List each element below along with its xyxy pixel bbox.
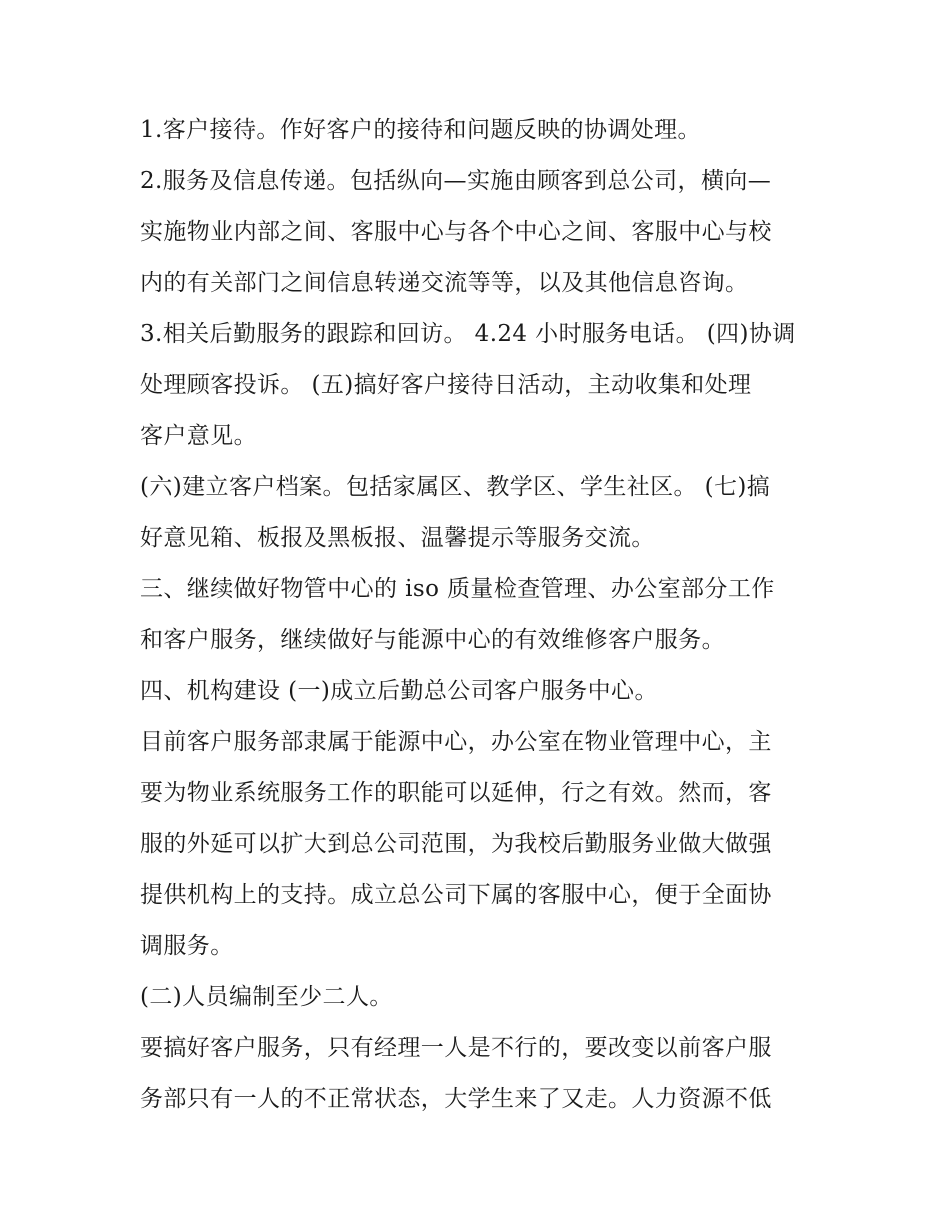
- text-line: (二)人员编制至少二人。: [140, 984, 393, 1010]
- text-line: 要为物业系统服务工作的职能可以延伸，行之有效。然而，客: [140, 780, 772, 806]
- text-line: 提供机构上的支持。成立总公司下属的客服中心，便于全面协: [140, 882, 772, 908]
- text-line: 务部只有一人的不正常状态，大学生来了又走。人力资源不低: [140, 1086, 772, 1112]
- text-line: 3.相关后勤服务的跟踪和回访。 4.24 小时服务电话。 (四)协调: [140, 321, 796, 347]
- text-line: 和客户服务，继续做好与能源中心的有效维修客户服务。: [140, 627, 725, 653]
- text-line: 实施物业内部之间、客服中心与各个中心之间、客服中心与校: [140, 219, 772, 245]
- text-line: 服的外延可以扩大到总公司范围，为我校后勤服务业做大做强: [140, 831, 772, 857]
- text-line: 调服务。: [140, 933, 234, 959]
- text-line: 2.服务及信息传递。包括纵向—实施由顾客到总公司，横向—: [140, 168, 772, 194]
- text-line: 好意见箱、板报及黑板报、温馨提示等服务交流。: [140, 525, 655, 551]
- text-line: 内的有关部门之间信息转递交流等等，以及其他信息咨询。: [140, 270, 749, 296]
- text-line: 四、机构建设 (一)成立后勤总公司客户服务中心。: [140, 678, 658, 704]
- text-line: 三、继续做好物管中心的 iso 质量检查管理、办公室部分工作: [140, 576, 775, 602]
- text-line: (六)建立客户档案。包括家属区、教学区、学生社区。 (七)搞: [140, 474, 771, 500]
- text-line: 目前客户服务部隶属于能源中心，办公室在物业管理中心，主: [140, 729, 772, 755]
- text-line: 要搞好客户服务，只有经理一人是不行的，要改变以前客户服: [140, 1035, 772, 1061]
- text-line: 1.客户接待。作好客户的接待和问题反映的协调处理。: [140, 117, 701, 143]
- document-body: [140, 105, 820, 1125]
- text-line: 处理顾客投诉。 (五)搞好客户接待日活动，主动收集和处理: [140, 372, 752, 398]
- text-line: 客户意见。: [140, 423, 257, 449]
